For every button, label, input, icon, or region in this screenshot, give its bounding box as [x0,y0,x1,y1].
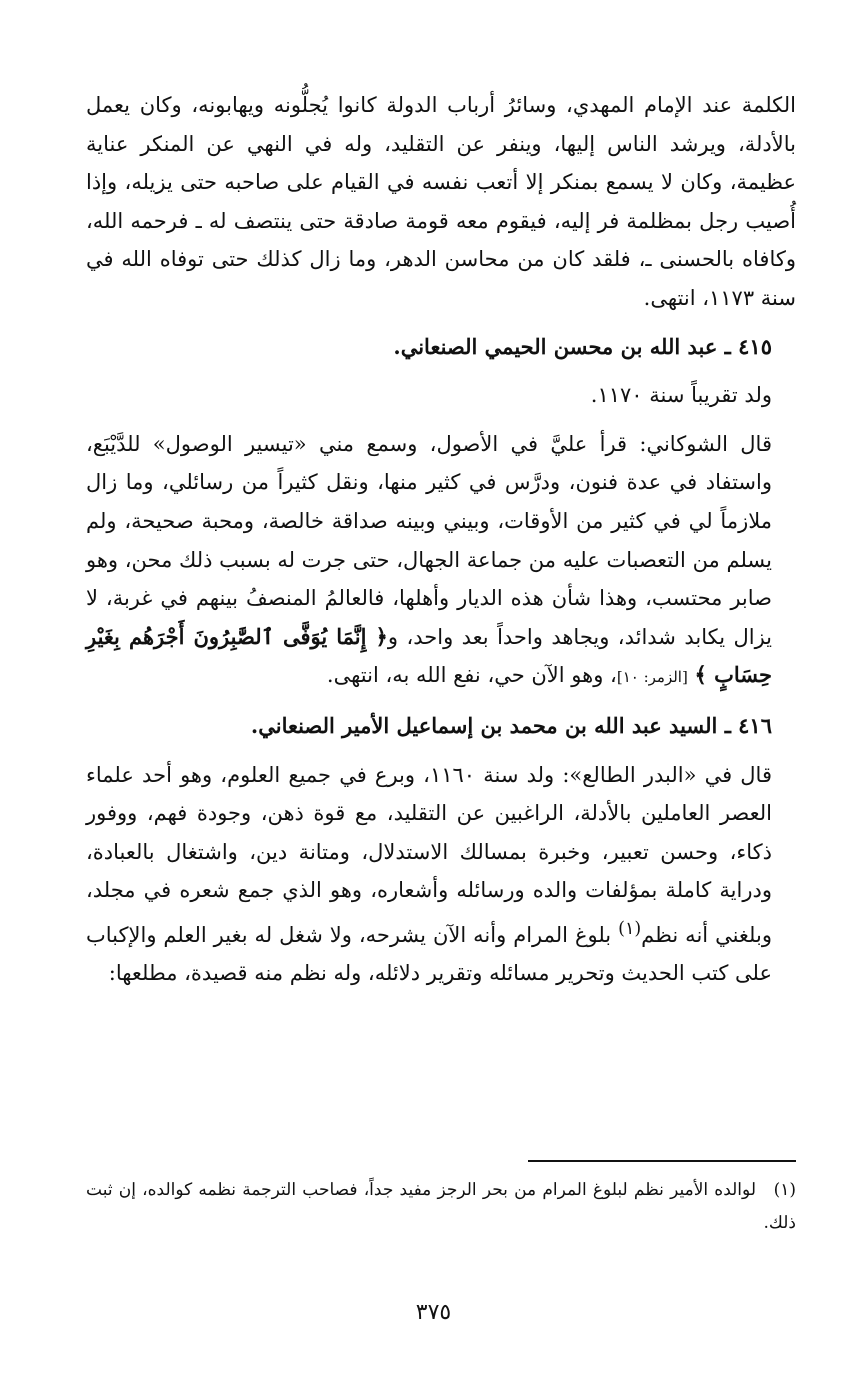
footnote-1 [86,1174,796,1240]
footnotes-block [86,1174,796,1240]
entry-415-birth: ولد تقريباً سنة ١١٧٠. [590,383,772,408]
main-text-block [86,86,796,1003]
entry-416-body-b: بلوغ المرام وأنه الآن يشرحه، ولا شغل له بغير العلم والإكباب على كتب الحديث وتحرير مسائله وتقرير دلائله، وله نظم منه قصيدة، مطلعها: [86,922,772,986]
entry-416-heading: ٤١٦ ـ السيد عبد الله بن محمد بن إسماعيل الأمير الصنعاني. [250,712,772,738]
quran-reference: [الزمر: ١٠] [616,668,688,687]
entry-416-body-a: قال في «البدر الطالع»: ولد سنة ١١٦٠، وبرع في جميع العلوم، وهو أحد علماء العصر العاملين بالأدلة، الراغبين عن التقليد، مع قوة ذهن، وجودة فهم، ووفور ذكاء، وحسن تعبير، وخبرة بمسالك الاستدلال، ومتانة دين، واشتغال بالعبادة، ودراية كاملة بمؤلفات والده ورسائله وأشعاره، وهو الذي جمع شعره في مجلد، وبلغني أنه نظم [86,762,772,947]
footnote-1-text: لوالده الأمير نظم لبلوغ المرام من بحر الرجز مفيد جداً، فصاحب الترجمة نظمه كوالده، إن ثبت ذلك. [86,1180,796,1233]
footnote-reference: (١) [618,918,642,939]
entry-416-text [86,756,796,994]
quran-verse: ﴿ إِنَّمَا يُوَفَّى ٱلصَّٰبِرُونَ أَجْرَهُم بِغَيْرِ حِسَابٍ ﴾ [86,623,772,688]
entry-415-heading: ٤١٥ ـ عبد الله بن محسن الحيمي الصنعاني. [393,333,772,359]
entry-415-text [86,425,796,697]
footnote-1-marker: (١) [773,1180,796,1200]
entry-415-body-end: ، وهو الآن حي، نفع الله به، انتهى. [326,663,617,688]
footnote-divider [528,1160,796,1162]
page-number: ٣٧٥ [415,1300,452,1325]
entry-415-body: قال الشوكاني: قرأ عليَّ في الأصول، وسمع مني «تيسير الوصول» للدَّيْبَع، واستفاد في عدة فنون، ودرَّس في كثير منها، ونقل كثيراً من رسائلي، وما زال ملازماً لي في كثير من الأوقات، وبيني وبينه صداقة خالصة، ومحبة صحيحة، ولم يسلم من التعصبات عليه من جماعة الجهال، حتى جرت له بسبب ذلك محن، وهو صابر محتسب، وهذا شأن هذه الديار وأهلها، فالعالمُ المنصفُ بينهم في غربة، لا يزال يكابد شدائد، ويجاهد واحداً بعد واحد، و [86,431,772,649]
paragraph-intro: الكلمة عند الإمام المهدي، وسائرُ أرباب الدولة كانوا يُجلُّونه ويهابونه، وكان يعمل بالأدلة، ويرشد الناس إليها، وينفر عن التقليد، وله في النهي عن المنكر عناية عظيمة، وكان لا يسمع بمنكر إلا أتعب نفسه في القيام على صاحبه حتى يزيله، وإذا أُصيب رجل بمظلمة فر إليه، فيقوم معه قومة صادقة حتى ينتصف له ـ فرحمه الله، وكافاه بالحسنى ـ، فلقد كان من محاسن الدهر، وما زال كذلك حتى توفاه الله في سنة ١١٧٣، انتهى. [86,93,796,310]
